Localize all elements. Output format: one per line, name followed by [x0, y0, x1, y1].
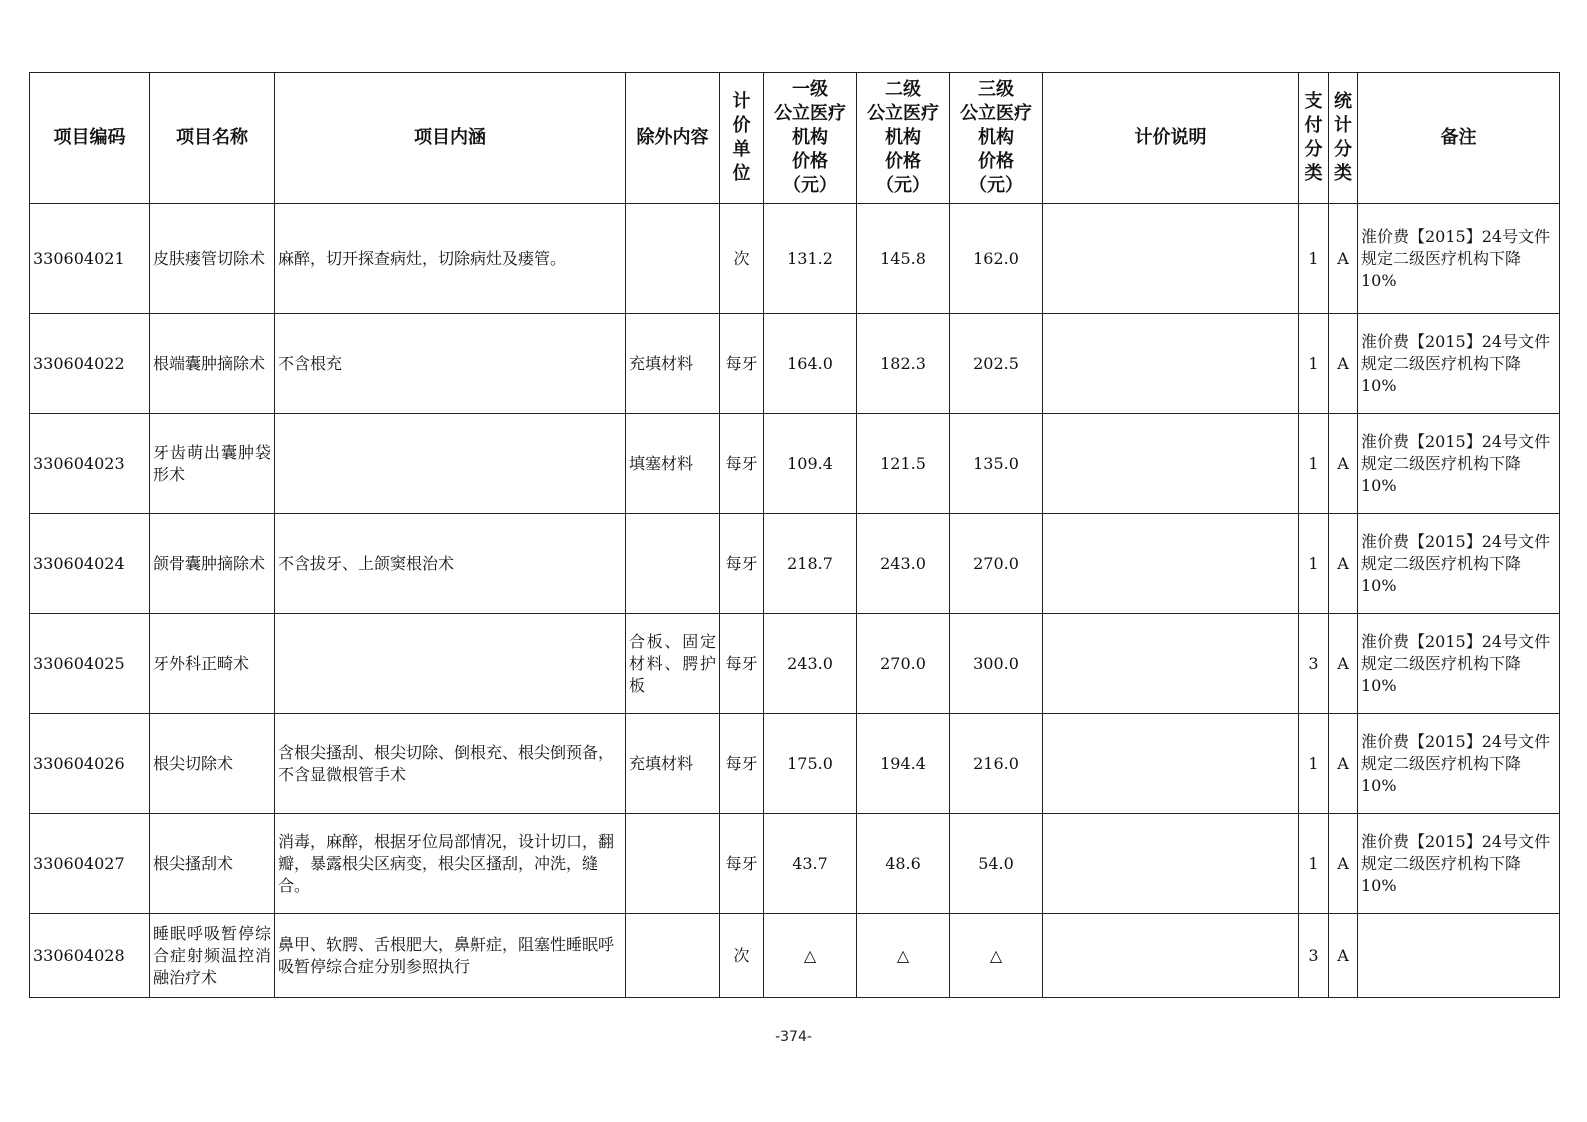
cell-stats: A	[1329, 614, 1358, 714]
cell-exclusions	[626, 514, 720, 614]
table-row	[30, 514, 1560, 614]
cell-pricing-note	[1043, 514, 1299, 614]
cell-code: 330604026	[30, 714, 150, 814]
cell-exclusions	[626, 914, 720, 998]
cell-content	[275, 614, 626, 714]
header-price3-line: 机构	[978, 127, 1014, 148]
cell-content: 不含根充	[275, 314, 626, 414]
cell-remarks: 淮价费【2015】24号文件规定二级医疗机构下降10%	[1358, 514, 1560, 614]
cell-remarks: 淮价费【2015】24号文件规定二级医疗机构下降10%	[1358, 714, 1560, 814]
cell-price2: 243.0	[857, 514, 950, 614]
cell-name: 颌骨囊肿摘除术	[150, 514, 275, 614]
cell-name: 根尖搔刮术	[150, 814, 275, 914]
header-price-level3	[950, 73, 1043, 204]
cell-price2: 270.0	[857, 614, 950, 714]
cell-code: 330604028	[30, 914, 150, 998]
cell-unit: 次	[720, 204, 764, 314]
header-price-level2	[857, 73, 950, 204]
header-exclusions: 除外内容	[626, 73, 720, 204]
cell-price2: 121.5	[857, 414, 950, 514]
cell-payment: 1	[1299, 714, 1329, 814]
cell-content: 不含拔牙、上颌窦根治术	[275, 514, 626, 614]
cell-code: 330604023	[30, 414, 150, 514]
cell-exclusions: 合板、固定材料、腭护板	[626, 614, 720, 714]
header-price1-line: 机构	[792, 127, 828, 148]
cell-name: 皮肤瘘管切除术	[150, 204, 275, 314]
cell-remarks: 淮价费【2015】24号文件规定二级医疗机构下降10%	[1358, 414, 1560, 514]
cell-content: 含根尖搔刮、根尖切除、倒根充、根尖倒预备，不含显微根管手术	[275, 714, 626, 814]
header-price2-line: （元）	[876, 175, 930, 196]
cell-price2: 145.8	[857, 204, 950, 314]
cell-unit: 次	[720, 914, 764, 998]
header-payment-text: 支付分类	[1304, 91, 1323, 184]
header-name: 项目名称	[150, 73, 275, 204]
cell-remarks: 淮价费【2015】24号文件规定二级医疗机构下降10%	[1358, 614, 1560, 714]
table-row	[30, 314, 1560, 414]
cell-pricing-note	[1043, 714, 1299, 814]
cell-stats: A	[1329, 414, 1358, 514]
cell-stats: A	[1329, 514, 1358, 614]
cell-remarks	[1358, 914, 1560, 998]
cell-price3: 202.5	[950, 314, 1043, 414]
cell-exclusions	[626, 814, 720, 914]
header-price1-line: 公立医疗	[774, 103, 846, 124]
header-content: 项目内涵	[275, 73, 626, 204]
cell-pricing-note	[1043, 204, 1299, 314]
cell-price3: 270.0	[950, 514, 1043, 614]
cell-unit: 每牙	[720, 414, 764, 514]
cell-payment: 1	[1299, 514, 1329, 614]
cell-price2: 182.3	[857, 314, 950, 414]
table-row	[30, 614, 1560, 714]
cell-payment: 3	[1299, 614, 1329, 714]
cell-price2: △	[857, 914, 950, 998]
cell-payment: 1	[1299, 414, 1329, 514]
cell-price2: 194.4	[857, 714, 950, 814]
page-number: -374-	[775, 1029, 812, 1045]
cell-price1: 243.0	[764, 614, 857, 714]
cell-price3: 54.0	[950, 814, 1043, 914]
cell-remarks: 淮价费【2015】24号文件规定二级医疗机构下降10%	[1358, 814, 1560, 914]
header-payment	[1299, 73, 1329, 204]
table-row	[30, 714, 1560, 814]
cell-exclusions: 充填材料	[626, 714, 720, 814]
cell-name: 根尖切除术	[150, 714, 275, 814]
cell-payment: 1	[1299, 314, 1329, 414]
cell-remarks: 淮价费【2015】24号文件规定二级医疗机构下降10%	[1358, 314, 1560, 414]
cell-exclusions: 填塞材料	[626, 414, 720, 514]
header-stats-text: 统计分类	[1334, 91, 1352, 184]
cell-stats: A	[1329, 814, 1358, 914]
cell-price1: 175.0	[764, 714, 857, 814]
header-price2-line: 机构	[885, 127, 921, 148]
header-price3-line: 价格	[978, 151, 1014, 172]
table-row	[30, 814, 1560, 914]
cell-price3: △	[950, 914, 1043, 998]
cell-price1: 43.7	[764, 814, 857, 914]
cell-code: 330604022	[30, 314, 150, 414]
cell-price3: 162.0	[950, 204, 1043, 314]
header-unit-text: 计价单位	[732, 91, 751, 184]
cell-content	[275, 414, 626, 514]
header-stats	[1329, 73, 1358, 204]
cell-content: 消毒，麻醉，根据牙位局部情况，设计切口，翻瓣，暴露根尖区病变，根尖区搔刮，冲洗，缝合。	[275, 814, 626, 914]
cell-code: 330604027	[30, 814, 150, 914]
cell-price3: 135.0	[950, 414, 1043, 514]
header-price1-line: （元）	[783, 175, 837, 196]
cell-stats: A	[1329, 204, 1358, 314]
cell-code: 330604021	[30, 204, 150, 314]
cell-price1: 109.4	[764, 414, 857, 514]
cell-unit: 每牙	[720, 714, 764, 814]
cell-name: 根端囊肿摘除术	[150, 314, 275, 414]
header-price3-line: 三级	[978, 79, 1014, 100]
cell-unit: 每牙	[720, 814, 764, 914]
cell-unit: 每牙	[720, 614, 764, 714]
cell-content: 麻醉，切开探查病灶，切除病灶及瘘管。	[275, 204, 626, 314]
header-unit	[720, 73, 764, 204]
cell-content: 鼻甲、软腭、舌根肥大，鼻鼾症，阻塞性睡眠呼吸暂停综合症分别参照执行	[275, 914, 626, 998]
cell-price3: 216.0	[950, 714, 1043, 814]
cell-stats: A	[1329, 714, 1358, 814]
table-row	[30, 204, 1560, 314]
cell-price1: 131.2	[764, 204, 857, 314]
cell-stats: A	[1329, 914, 1358, 998]
cell-payment: 3	[1299, 914, 1329, 998]
price-table	[29, 72, 1560, 998]
header-row	[30, 73, 1560, 204]
header-price2-line: 价格	[885, 151, 921, 172]
header-price3-line: 公立医疗	[960, 103, 1032, 124]
cell-name: 牙齿萌出囊肿袋形术	[150, 414, 275, 514]
cell-stats: A	[1329, 314, 1358, 414]
cell-pricing-note	[1043, 414, 1299, 514]
cell-name: 牙外科正畸术	[150, 614, 275, 714]
cell-exclusions	[626, 204, 720, 314]
cell-payment: 1	[1299, 814, 1329, 914]
table-row	[30, 414, 1560, 514]
cell-code: 330604025	[30, 614, 150, 714]
cell-unit: 每牙	[720, 314, 764, 414]
cell-pricing-note	[1043, 814, 1299, 914]
table-row	[30, 914, 1560, 998]
cell-code: 330604024	[30, 514, 150, 614]
header-price3-line: （元）	[969, 175, 1023, 196]
cell-price1: 164.0	[764, 314, 857, 414]
cell-price1: △	[764, 914, 857, 998]
header-code: 项目编码	[30, 73, 150, 204]
cell-name: 睡眠呼吸暂停综合症射频温控消融治疗术	[150, 914, 275, 998]
cell-pricing-note	[1043, 314, 1299, 414]
header-remarks: 备注	[1358, 73, 1560, 204]
cell-price1: 218.7	[764, 514, 857, 614]
header-price1-line: 价格	[792, 151, 828, 172]
header-price-level1	[764, 73, 857, 204]
cell-exclusions: 充填材料	[626, 314, 720, 414]
cell-pricing-note	[1043, 614, 1299, 714]
header-price2-line: 公立医疗	[867, 103, 939, 124]
header-price1-line: 一级	[792, 79, 828, 100]
cell-price2: 48.6	[857, 814, 950, 914]
cell-unit: 每牙	[720, 514, 764, 614]
cell-remarks: 淮价费【2015】24号文件规定二级医疗机构下降10%	[1358, 204, 1560, 314]
cell-price3: 300.0	[950, 614, 1043, 714]
header-price2-line: 二级	[885, 79, 921, 100]
header-pricing-note: 计价说明	[1043, 73, 1299, 204]
cell-payment: 1	[1299, 204, 1329, 314]
cell-pricing-note	[1043, 914, 1299, 998]
